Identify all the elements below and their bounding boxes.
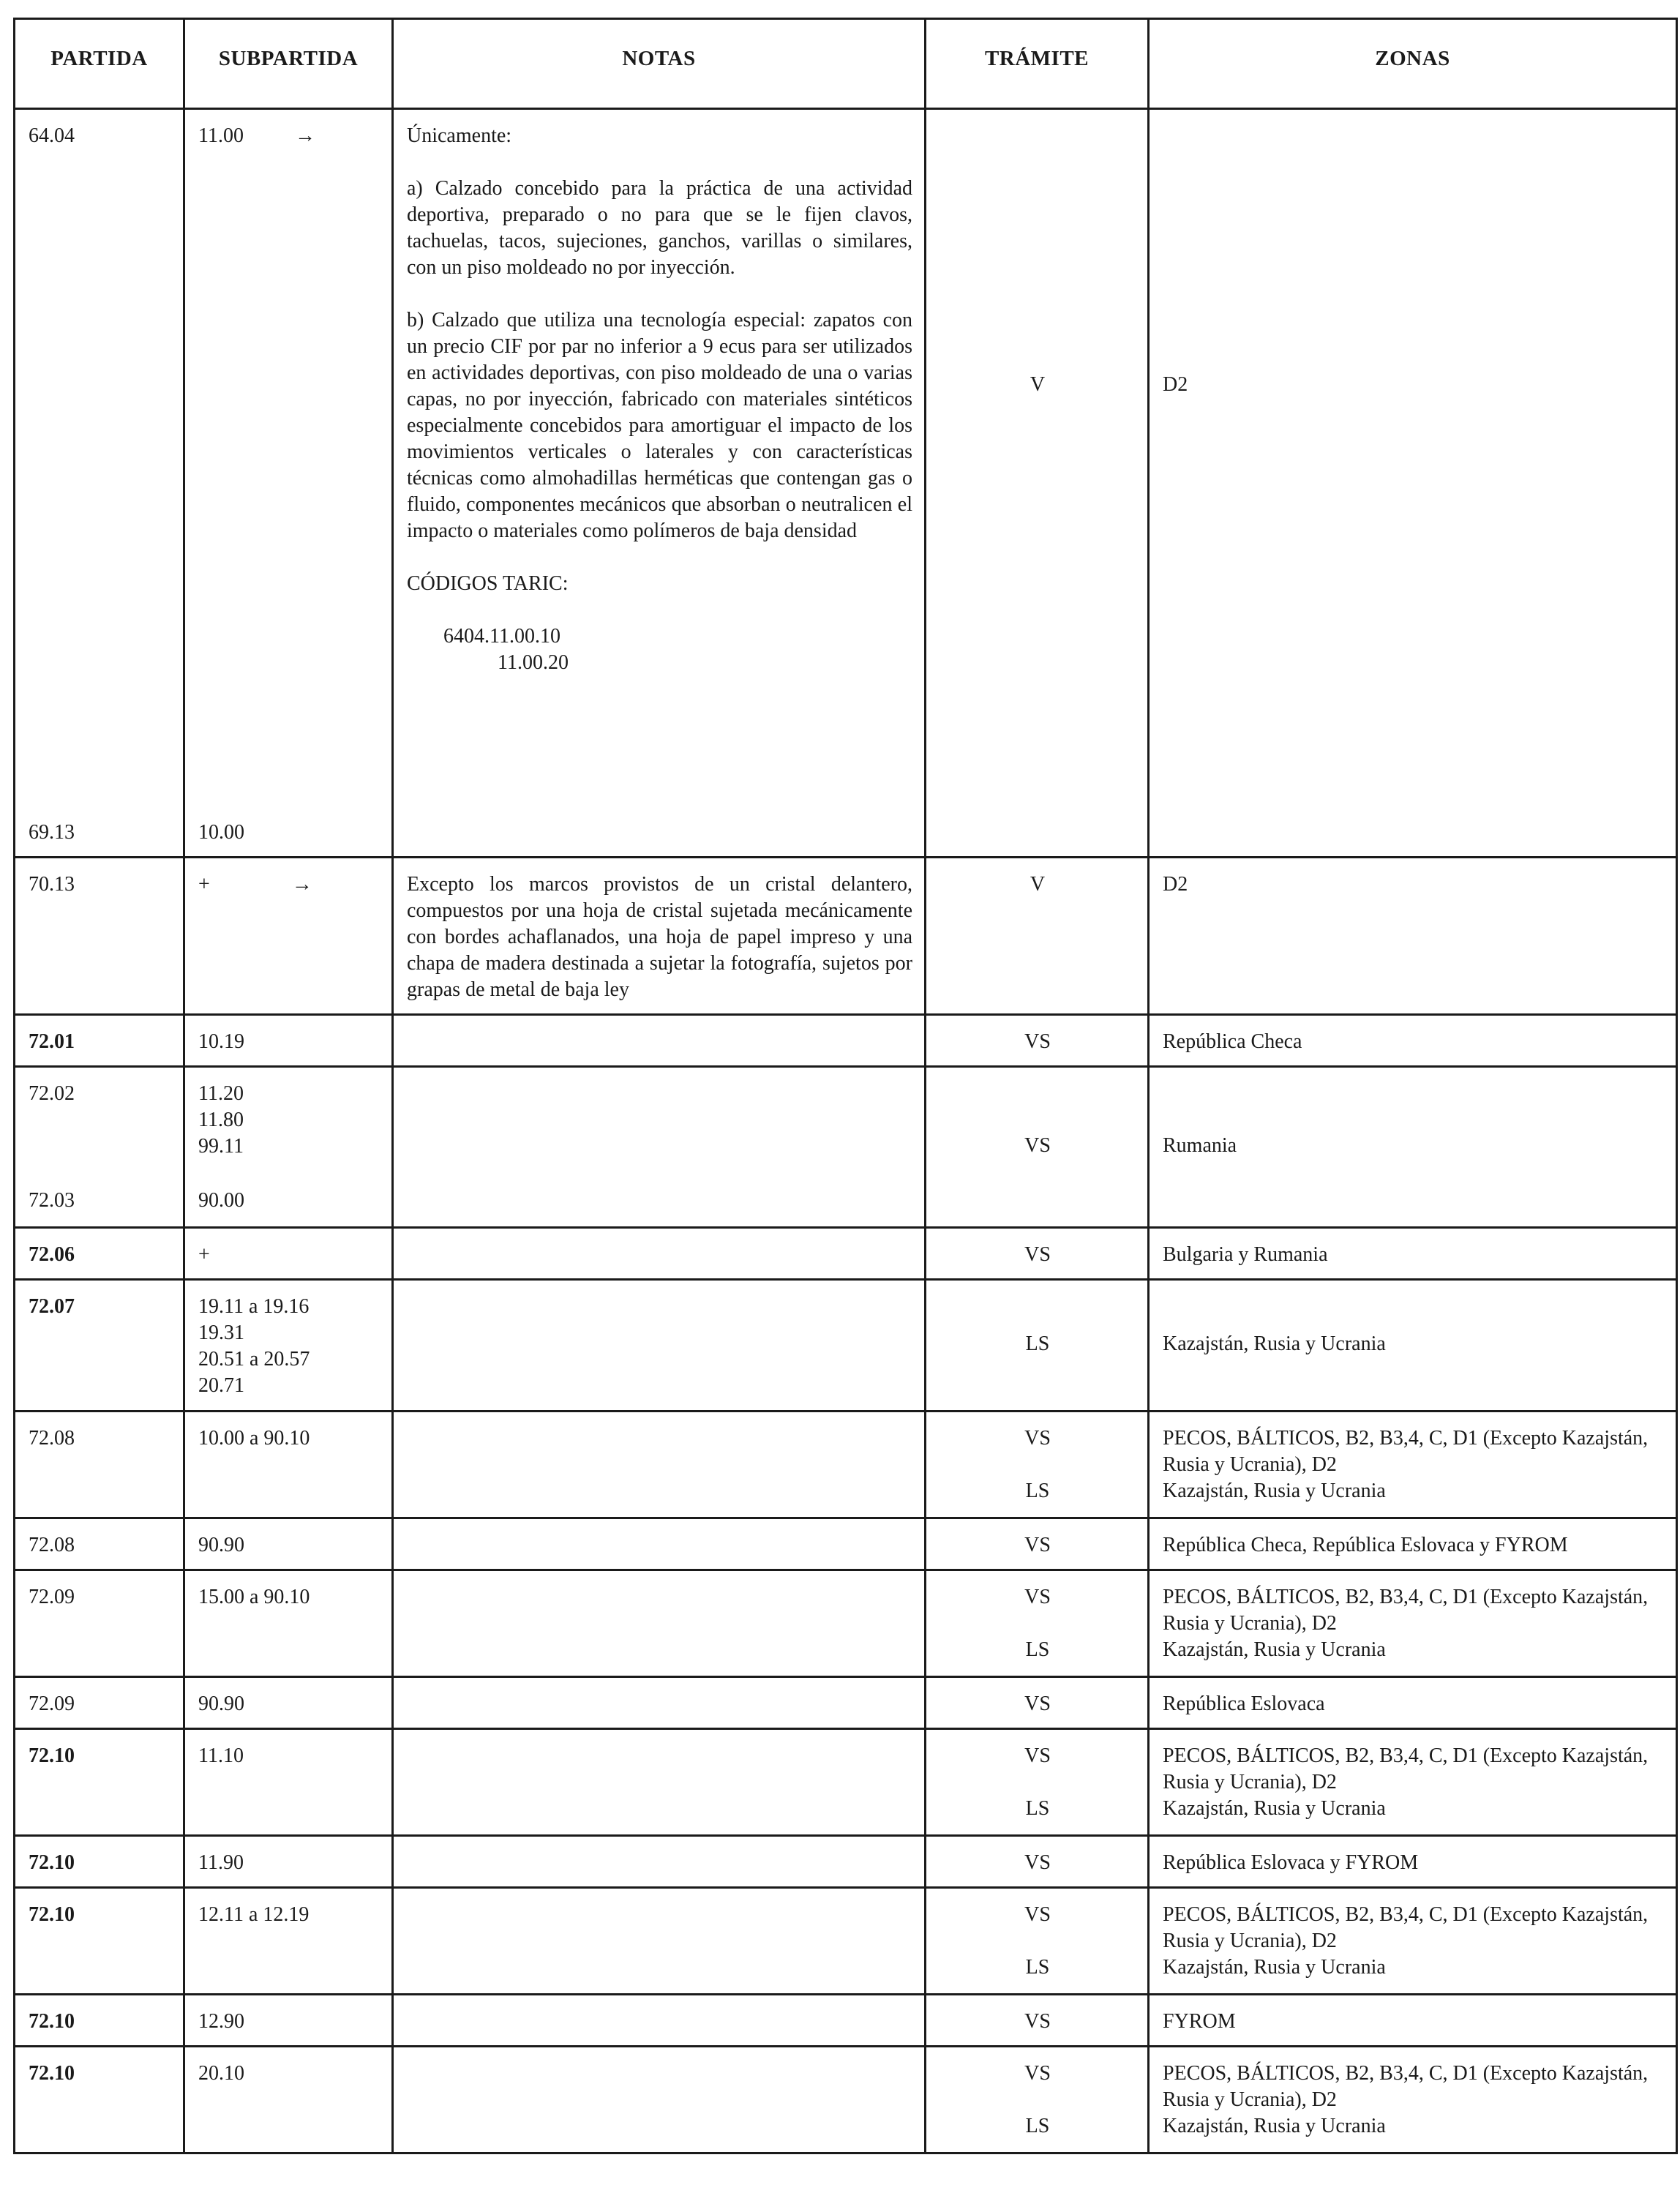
tramite-value: V [1030, 373, 1046, 396]
partida-value: 72.10 [29, 1851, 75, 1874]
tramite-cell [926, 1836, 1149, 1888]
tariff-document [13, 18, 1676, 2154]
zonas-cell [1149, 1280, 1677, 1412]
subpartida-cell [184, 1015, 393, 1067]
subpartida-cell [184, 1836, 393, 1888]
partida-value: 64.04 [29, 124, 75, 147]
partida-cell [15, 1518, 184, 1570]
zonas-cell [1149, 858, 1677, 1015]
zonas-cell [1149, 1677, 1677, 1729]
tramite-cell [926, 1015, 1149, 1067]
zonas-value: PECOS, BÁLTICOS, B2, B3,4, C, D1 (Excepto Kazajstán, Rusia y Ucrania), D2 [1163, 1903, 1649, 1952]
tramite-cell [926, 1729, 1149, 1836]
partida-value: 72.06 [29, 1243, 75, 1266]
notas-cell [393, 1412, 926, 1518]
partida-cell [15, 1280, 184, 1412]
notas-cell [393, 1280, 926, 1412]
subpartida-cell [184, 1412, 393, 1518]
table-row [15, 1836, 1677, 1888]
subpartida-cell [184, 1067, 393, 1228]
tramite-value: VS [1024, 1243, 1051, 1266]
partida-cell [15, 2047, 184, 2153]
tramite-value: VS [1024, 2062, 1051, 2085]
subpartida-value: 12.90 [198, 2010, 244, 2033]
notas-cell [393, 109, 926, 858]
subpartida-cell [184, 1518, 393, 1570]
zonas-value: PECOS, BÁLTICOS, B2, B3,4, C, D1 (Excepto Kazajstán, Rusia y Ucrania), D2 [1163, 1744, 1649, 1793]
subpartida-value: + [198, 873, 210, 896]
taric-code: 11.00.20 [498, 651, 569, 674]
partida-cell [15, 1570, 184, 1677]
partida-cell [15, 1995, 184, 2047]
zonas-value: FYROM [1163, 2010, 1236, 2033]
partida-cell [15, 1412, 184, 1518]
notas-cell [393, 1729, 926, 1836]
notas-cell [393, 1067, 926, 1228]
table-row [15, 1888, 1677, 1995]
partida-value: 72.02 [29, 1082, 75, 1105]
subpartida-cell [184, 2047, 393, 2153]
tramite-cell [926, 1677, 1149, 1729]
zonas-cell [1149, 2047, 1677, 2153]
partida-value: 72.07 [29, 1295, 75, 1318]
tramite-value: VS [1024, 1534, 1051, 1556]
zonas-value: D2 [1163, 873, 1188, 896]
zonas-cell [1149, 1067, 1677, 1228]
tramite-value: VS [1024, 2010, 1051, 2033]
header-subpartida: SUBPARTIDA [184, 19, 393, 109]
partida-value: 72.03 [29, 1189, 75, 1212]
tramite-cell [926, 1518, 1149, 1570]
subpartida-value: 19.31 [198, 1322, 244, 1344]
subpartida-value: 11.80 [198, 1109, 244, 1131]
tramite-value: LS [1025, 1797, 1050, 1820]
tramite-value: LS [1025, 1956, 1050, 1979]
table-row [15, 1995, 1677, 2047]
subpartida-cell [184, 1570, 393, 1677]
tramite-cell [926, 858, 1149, 1015]
subpartida-value: 11.10 [198, 1744, 244, 1767]
subpartida-value: 99.11 [198, 1135, 244, 1158]
tramite-value: VS [1024, 1134, 1051, 1157]
table-row [15, 2047, 1677, 2153]
partida-cell [15, 1228, 184, 1280]
zonas-value: República Eslovaca y FYROM [1163, 1851, 1419, 1874]
partida-value: 72.08 [29, 1534, 75, 1556]
tramite-cell [926, 1067, 1149, 1228]
zonas-cell [1149, 1729, 1677, 1836]
table-row [15, 1015, 1677, 1067]
tramite-cell [926, 2047, 1149, 2153]
subpartida-cell [184, 1995, 393, 2047]
zonas-value: Rumania [1163, 1134, 1237, 1157]
notas-cell [393, 1570, 926, 1677]
subpartida-cell [184, 1888, 393, 1995]
zonas-value: PECOS, BÁLTICOS, B2, B3,4, C, D1 (Excepto Kazajstán, Rusia y Ucrania), D2 [1163, 1586, 1649, 1635]
partida-cell [15, 858, 184, 1015]
partida-cell [15, 1836, 184, 1888]
notas-cell [393, 2047, 926, 2153]
subpartida-cell [184, 1729, 393, 1836]
subpartida-cell [184, 109, 393, 858]
partida-cell [15, 1677, 184, 1729]
zonas-cell [1149, 1518, 1677, 1570]
tramite-value: VS [1024, 1692, 1051, 1715]
tramite-cell [926, 1280, 1149, 1412]
zonas-value: PECOS, BÁLTICOS, B2, B3,4, C, D1 (Excepto Kazajstán, Rusia y Ucrania), D2 [1163, 1427, 1649, 1476]
header-notas: NOTAS [393, 19, 926, 109]
table-row [15, 1412, 1677, 1518]
subpartida-value: 90.00 [198, 1189, 244, 1212]
tramite-value: VS [1024, 1030, 1051, 1053]
tramite-cell [926, 1888, 1149, 1995]
subpartida-value: 90.90 [198, 1534, 244, 1556]
zonas-cell [1149, 109, 1677, 858]
tramite-cell [926, 1570, 1149, 1677]
subpartida-value: 20.10 [198, 2062, 244, 2085]
zonas-cell [1149, 1995, 1677, 2047]
subpartida-value: 10.19 [198, 1030, 244, 1053]
header-zonas: ZONAS [1149, 19, 1677, 109]
partida-value: 72.10 [29, 1903, 75, 1926]
subpartida-value: 12.11 a 12.19 [198, 1903, 310, 1926]
tramite-value: V [1030, 873, 1046, 896]
table-row [15, 858, 1677, 1015]
arrow-right-icon: → [291, 873, 312, 896]
subpartida-value: 10.00 a 90.10 [198, 1427, 310, 1450]
zonas-value: República Checa, República Eslovaca y FYROM [1163, 1534, 1568, 1556]
partida-value: 72.10 [29, 2062, 75, 2085]
tramite-value: VS [1024, 1903, 1051, 1926]
zonas-value: Kazajstán, Rusia y Ucrania [1163, 1480, 1386, 1502]
subpartida-cell [184, 1280, 393, 1412]
notas-cell [393, 1836, 926, 1888]
table-row [15, 1729, 1677, 1836]
note-a: a) Calzado concebido para la práctica de una actividad deportiva, preparado o no para que se le fijen clavos, tachuelas, tacos, sujeciones, ganchos, varillas o similares, con un piso moldeado no por inyección. [407, 177, 912, 279]
table-row [15, 109, 1677, 858]
tramite-value: LS [1025, 1332, 1050, 1355]
tramite-cell [926, 1228, 1149, 1280]
zonas-value: Kazajstán, Rusia y Ucrania [1163, 1638, 1386, 1661]
subpartida-value: 15.00 a 90.10 [198, 1586, 310, 1608]
tramite-value: VS [1024, 1586, 1051, 1608]
zonas-cell [1149, 1570, 1677, 1677]
zonas-value: Kazajstán, Rusia y Ucrania [1163, 1797, 1386, 1820]
zonas-value: Kazajstán, Rusia y Ucrania [1163, 1332, 1386, 1355]
tariff-table [13, 18, 1678, 2154]
tramite-value: VS [1024, 1744, 1051, 1767]
note-intro: Únicamente: [407, 124, 512, 147]
subpartida-cell [184, 1677, 393, 1729]
zonas-cell [1149, 1888, 1677, 1995]
arrow-right-icon: → [294, 124, 315, 147]
subpartida-value: 90.90 [198, 1692, 244, 1715]
tramite-value: LS [1025, 1480, 1050, 1502]
zonas-value: Kazajstán, Rusia y Ucrania [1163, 1956, 1386, 1979]
subpartida-value: 20.51 a 20.57 [198, 1348, 310, 1371]
zonas-cell [1149, 1836, 1677, 1888]
partida-value: 72.01 [29, 1030, 75, 1053]
zonas-value: República Checa [1163, 1030, 1302, 1053]
tramite-cell [926, 1412, 1149, 1518]
tramite-cell [926, 109, 1149, 858]
zonas-cell [1149, 1015, 1677, 1067]
notas-cell [393, 1888, 926, 1995]
partida-value: 72.09 [29, 1586, 75, 1608]
notas-cell [393, 1015, 926, 1067]
note-b: b) Calzado que utiliza una tecnología especial: zapatos con un precio CIF por par no inferior a 9 ecus para ser utilizados en actividades deportivas, con piso moldeado de una o varias capas, no por inyección, fabricado con materiales sintéticos especialmente concebidos para amortiguar el impacto de los movimientos verticales o laterales y con características técnicas como almohadillas herméticas que contengan gas o fluido, componentes mecánicos que absorban o neutralicen el impacto o materiales como polímeros de baja densidad [407, 309, 912, 542]
tramite-value: VS [1024, 1427, 1051, 1450]
zonas-value: Kazajstán, Rusia y Ucrania [1163, 2115, 1386, 2137]
subpartida-value: 11.20 [198, 1082, 244, 1105]
zonas-value: PECOS, BÁLTICOS, B2, B3,4, C, D1 (Excepto Kazajstán, Rusia y Ucrania), D2 [1163, 2062, 1649, 2111]
partida-value: 72.09 [29, 1692, 75, 1715]
subpartida-value: 10.00 [198, 821, 244, 844]
partida-value: 72.10 [29, 1744, 75, 1767]
header-tramite: TRÁMITE [926, 19, 1149, 109]
notas-cell [393, 858, 926, 1015]
partida-cell [15, 1888, 184, 1995]
notas-cell [393, 1518, 926, 1570]
table-row [15, 1518, 1677, 1570]
note-text: Excepto los marcos provistos de un cristal delantero, compuestos por una hoja de cristal sujetada mecánicamente con bordes achaflanados, una hoja de papel impreso y una chapa de madera destinada a sujetar la fotografía, sujetos por grapas de metal de baja ley [407, 873, 912, 1001]
zonas-cell [1149, 1412, 1677, 1518]
header-row [15, 19, 1677, 109]
zonas-value: D2 [1163, 373, 1188, 396]
tramite-value: LS [1025, 1638, 1050, 1661]
table-row [15, 1570, 1677, 1677]
table-row [15, 1067, 1677, 1228]
subpartida-value: 11.90 [198, 1851, 244, 1874]
notas-cell [393, 1228, 926, 1280]
subpartida-value: 19.11 a 19.16 [198, 1295, 310, 1318]
tramite-cell [926, 1995, 1149, 2047]
notas-cell [393, 1677, 926, 1729]
partida-cell [15, 1067, 184, 1228]
subpartida-cell [184, 1228, 393, 1280]
taric-title: CÓDIGOS TARIC: [407, 572, 569, 595]
partida-cell [15, 1015, 184, 1067]
subpartida-value: 11.00 [198, 124, 244, 147]
subpartida-value: 20.71 [198, 1374, 244, 1397]
partida-value: 70.13 [29, 873, 75, 896]
table-row [15, 1677, 1677, 1729]
tramite-value: VS [1024, 1851, 1051, 1874]
taric-code: 6404.11.00.10 [443, 625, 560, 648]
partida-cell [15, 1729, 184, 1836]
partida-value: 72.10 [29, 2010, 75, 2033]
zonas-value: Bulgaria y Rumania [1163, 1243, 1328, 1266]
header-partida: PARTIDA [15, 19, 184, 109]
partida-cell [15, 109, 184, 858]
zonas-value: República Eslovaca [1163, 1692, 1325, 1715]
tramite-value: LS [1025, 2115, 1050, 2137]
table-row [15, 1228, 1677, 1280]
zonas-cell [1149, 1228, 1677, 1280]
subpartida-cell [184, 858, 393, 1015]
table-row [15, 1280, 1677, 1412]
notas-cell [393, 1995, 926, 2047]
partida-value: 69.13 [29, 821, 75, 844]
subpartida-value: + [198, 1243, 210, 1266]
partida-value: 72.08 [29, 1427, 75, 1450]
